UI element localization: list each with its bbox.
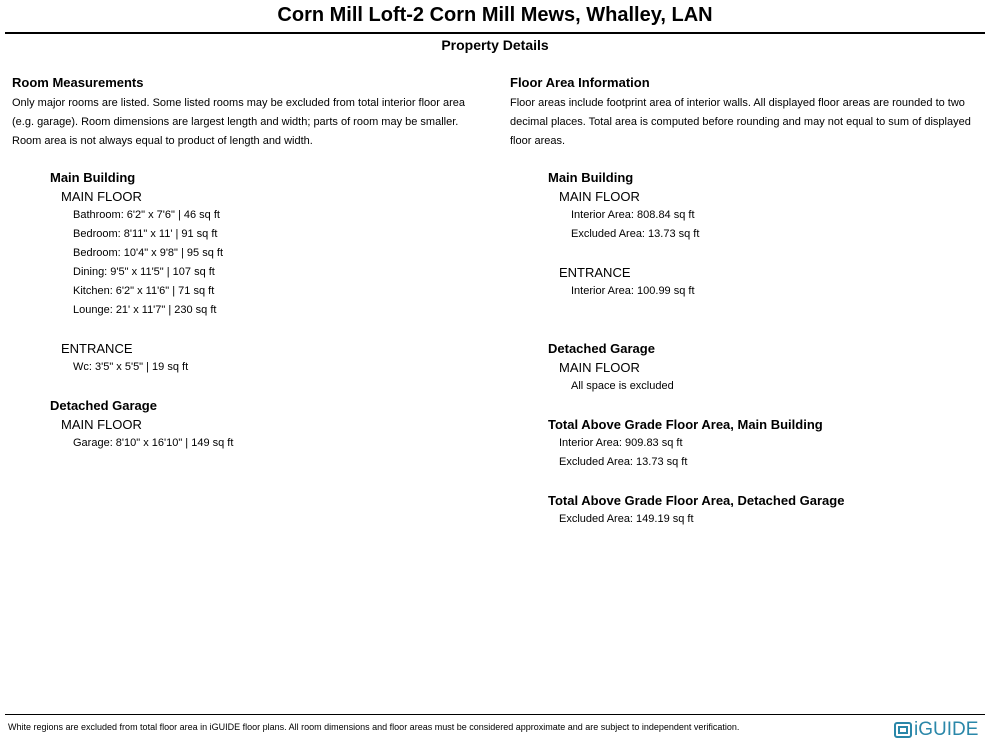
room-entry: Lounge: 21' x 11'7" | 230 sq ft	[73, 304, 217, 316]
room-entry: Bathroom: 6'2" x 7'6" | 46 sq ft	[73, 209, 220, 221]
excluded-note: All space is excluded	[571, 380, 674, 392]
interior-area: Interior Area: 100.99 sq ft	[571, 285, 695, 297]
floor-label: MAIN FLOOR	[559, 360, 640, 375]
excluded-area: Excluded Area: 149.19 sq ft	[559, 513, 694, 525]
excluded-area: Excluded Area: 13.73 sq ft	[571, 228, 700, 240]
floor-label: ENTRANCE	[61, 341, 133, 356]
logo-text: iGUIDE	[914, 719, 979, 740]
footer-divider	[5, 714, 985, 715]
detached-garage-title: Detached Garage	[548, 341, 655, 356]
main-building-title: Main Building	[50, 170, 136, 185]
floor-label: MAIN FLOOR	[61, 417, 142, 432]
room-measurements-desc-line: (e.g. garage). Room dimensions are largest length and width; parts of room may be smaller.	[12, 116, 459, 128]
total-garage-title: Total Above Grade Floor Area, Detached Garage	[548, 493, 845, 508]
interior-area: Interior Area: 909.83 sq ft	[559, 437, 683, 449]
floor-area-desc-line: decimal places. Total area is computed before rounding and may not equal to sum of displayed	[510, 116, 971, 128]
room-measurements-desc-line: Room area is not always equal to product of length and width.	[12, 135, 313, 147]
iguide-logo	[894, 718, 978, 742]
floor-area-desc-line: Floor areas include footprint area of interior walls. All displayed floor areas are rounded to two	[510, 97, 965, 109]
room-measurements-heading: Room Measurements	[12, 75, 144, 90]
excluded-area: Excluded Area: 13.73 sq ft	[559, 456, 688, 468]
page-title: Corn Mill Loft-2 Corn Mill Mews, Whalley, LAN	[277, 4, 713, 26]
total-main-title: Total Above Grade Floor Area, Main Building	[548, 417, 823, 432]
room-measurements-desc-line: Only major rooms are listed. Some listed rooms may be excluded from total interior floor area	[12, 97, 466, 109]
floor-area-desc-line: floor areas.	[510, 135, 566, 147]
floor-label: MAIN FLOOR	[61, 189, 142, 204]
detached-garage-rooms	[50, 396, 492, 453]
detached-garage-title: Detached Garage	[50, 398, 157, 413]
room-entry: Dining: 9'5" x 11'5" | 107 sq ft	[73, 266, 215, 278]
room-entry: Kitchen: 6'2" x 11'6" | 71 sq ft	[73, 285, 215, 297]
iguide-logo-icon	[894, 721, 912, 739]
main-building-rooms	[50, 168, 492, 377]
main-building-areas	[548, 168, 990, 301]
room-measurements-section	[12, 75, 492, 453]
floor-label: MAIN FLOOR	[559, 189, 640, 204]
footer-disclaimer: White regions are excluded from total floor area in iGUIDE floor plans. All room dimensions and floor areas must be considered approximate and are subject to independent verification.	[8, 722, 740, 732]
room-entry: Bedroom: 8'11" x 11' | 91 sq ft	[73, 228, 218, 240]
detached-garage-areas	[548, 339, 990, 396]
total-detached-garage	[548, 491, 990, 529]
floor-label: ENTRANCE	[559, 265, 631, 280]
floor-area-section	[510, 75, 990, 529]
room-entry: Garage: 8'10" x 16'10" | 149 sq ft	[73, 437, 234, 449]
title-divider	[5, 32, 985, 34]
page-subtitle: Property Details	[441, 37, 549, 53]
main-building-title: Main Building	[548, 170, 634, 185]
total-main-building	[548, 415, 990, 472]
interior-area: Interior Area: 808.84 sq ft	[571, 209, 695, 221]
floor-area-heading: Floor Area Information	[510, 75, 650, 90]
room-entry: Wc: 3'5" x 5'5" | 19 sq ft	[73, 361, 189, 373]
room-entry: Bedroom: 10'4" x 9'8" | 95 sq ft	[73, 247, 224, 259]
